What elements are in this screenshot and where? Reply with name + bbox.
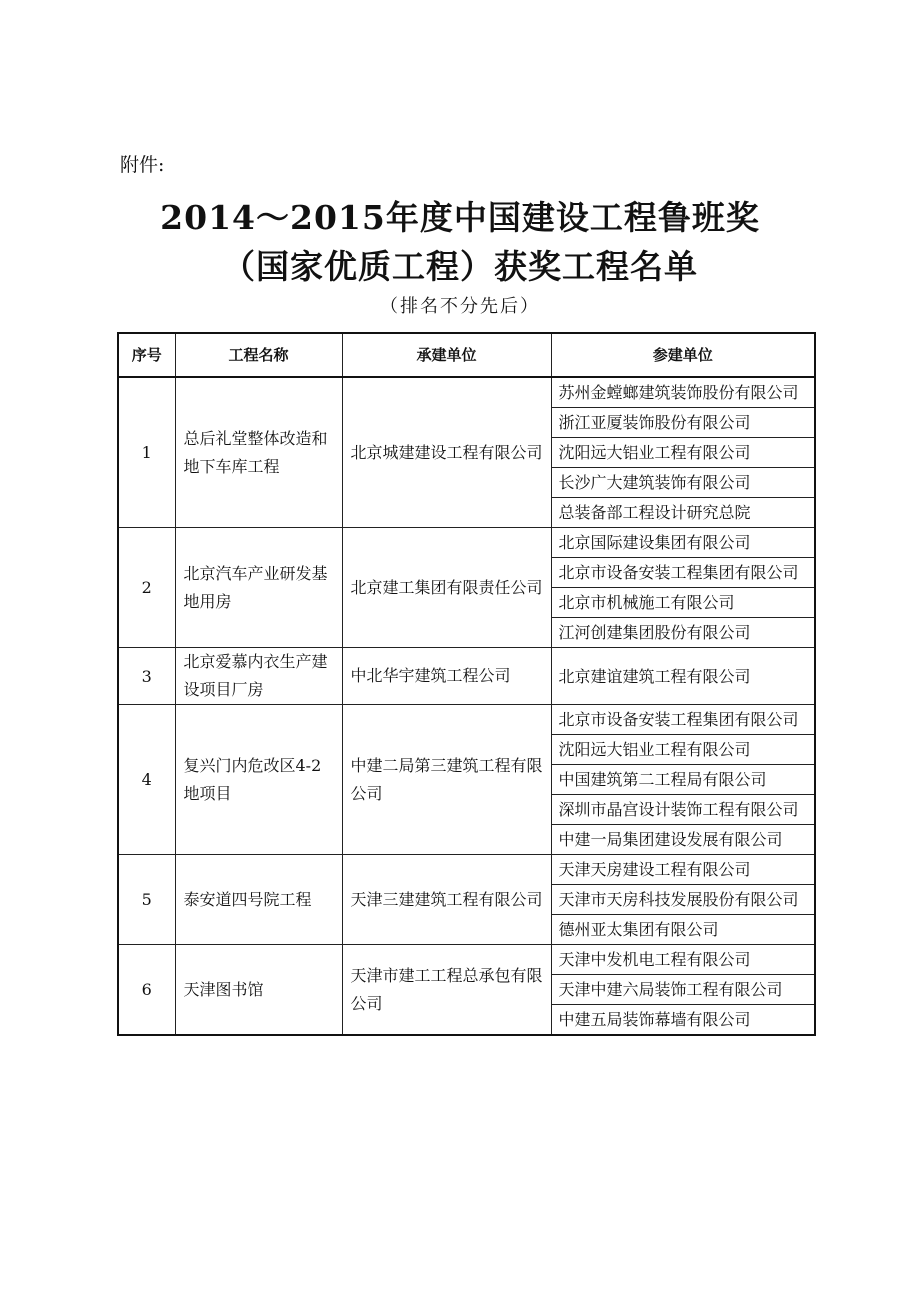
row-seq: 4 (118, 705, 175, 855)
table-row (118, 855, 815, 885)
project-name: 天津图书馆 (175, 945, 342, 1036)
page-title-line1: 2014～2015年度中国建设工程鲁班奖 (160, 198, 760, 237)
page-subtitle: （排名不分先后） (380, 296, 540, 317)
table-row (118, 705, 815, 735)
participant: 北京国际建设集团有限公司 (551, 528, 815, 558)
page-title-line2: （国家优质工程）获奖工程名单 (222, 247, 698, 286)
participant: 中建五局装饰幕墙有限公司 (551, 1005, 815, 1036)
participant: 深圳市晶宫设计装饰工程有限公司 (551, 795, 815, 825)
participant: 北京市设备安装工程集团有限公司 (551, 705, 815, 735)
participant: 苏州金螳螂建筑装饰股份有限公司 (551, 377, 815, 408)
column-header-seq: 序号 (118, 333, 175, 377)
row-seq: 3 (118, 648, 175, 705)
table-row (118, 648, 815, 705)
contractor: 天津市建工工程总承包有限公司 (342, 945, 551, 1036)
contractor: 北京城建建设工程有限公司 (342, 377, 551, 528)
table-header-row (118, 333, 815, 377)
contractor: 天津三建建筑工程有限公司 (342, 855, 551, 945)
table-row (118, 377, 815, 408)
project-name: 北京爱慕内衣生产建设项目厂房 (175, 648, 342, 705)
participant: 沈阳远大铝业工程有限公司 (551, 438, 815, 468)
participant: 北京市设备安装工程集团有限公司 (551, 558, 815, 588)
column-header-contractor: 承建单位 (342, 333, 551, 377)
table-row (118, 528, 815, 558)
row-seq: 6 (118, 945, 175, 1036)
participant: 总装备部工程设计研究总院 (551, 498, 815, 528)
participant: 德州亚太集团有限公司 (551, 915, 815, 945)
contractor: 中建二局第三建筑工程有限公司 (342, 705, 551, 855)
project-name: 泰安道四号院工程 (175, 855, 342, 945)
project-name: 总后礼堂整体改造和地下车库工程 (175, 377, 342, 528)
participant: 中建一局集团建设发展有限公司 (551, 825, 815, 855)
column-header-name: 工程名称 (175, 333, 342, 377)
row-seq: 5 (118, 855, 175, 945)
attachment-label: 附件: (120, 154, 165, 176)
participant: 天津中建六局装饰工程有限公司 (551, 975, 815, 1005)
participant: 沈阳远大铝业工程有限公司 (551, 735, 815, 765)
participant: 北京市机械施工有限公司 (551, 588, 815, 618)
column-header-participants: 参建单位 (551, 333, 815, 377)
participant: 长沙广大建筑装饰有限公司 (551, 468, 815, 498)
participant: 江河创建集团股份有限公司 (551, 618, 815, 648)
participant: 天津市天房科技发展股份有限公司 (551, 885, 815, 915)
participant: 中国建筑第二工程局有限公司 (551, 765, 815, 795)
contractor: 北京建工集团有限责任公司 (342, 528, 551, 648)
award-table (117, 332, 816, 1036)
project-name: 复兴门内危改区4-2地项目 (175, 705, 342, 855)
contractor: 中北华宇建筑工程公司 (342, 648, 551, 705)
participant: 天津天房建设工程有限公司 (551, 855, 815, 885)
participant: 天津中发机电工程有限公司 (551, 945, 815, 975)
row-seq: 1 (118, 377, 175, 528)
participant: 浙江亚厦装饰股份有限公司 (551, 408, 815, 438)
table-row (118, 945, 815, 975)
project-name: 北京汽车产业研发基地用房 (175, 528, 342, 648)
participant: 北京建谊建筑工程有限公司 (551, 648, 815, 705)
row-seq: 2 (118, 528, 175, 648)
